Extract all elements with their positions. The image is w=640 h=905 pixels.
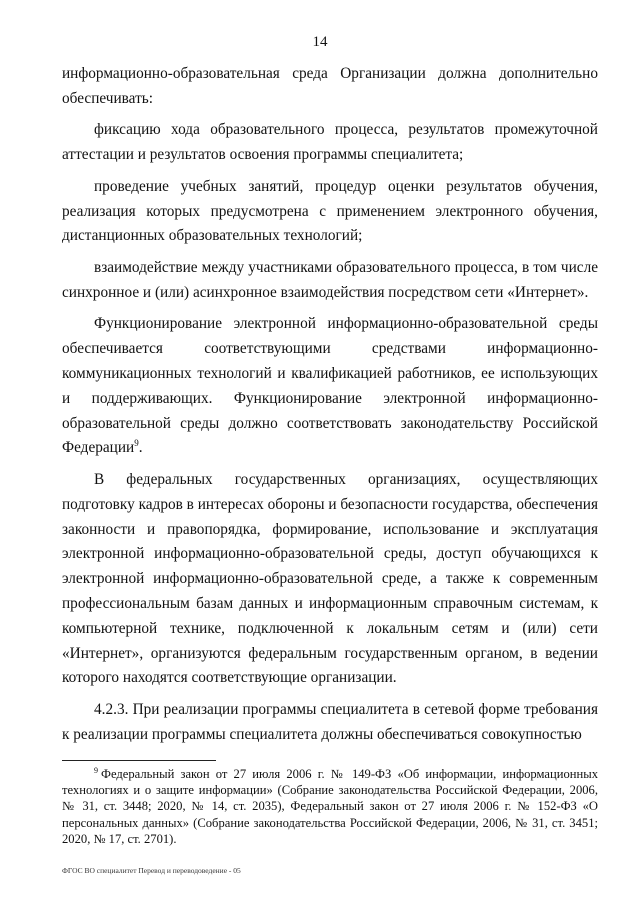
paragraph: В федеральных государственных организациях, осуществляющих подготовку кадров в интересах обороны и безопасности государства, обеспечения законности и правопорядка, формирование, использование и эксплуатация электронной информационно-образовательной среды, доступ обучающихся к электронной информационно-образовательной среде, а также к современным профессиональным базам данных и информационным справочным системам, к компьютерной технике, подключенной к локальным сетям и (или) сети «Интернет», организуются федеральным государственным органом, в ведении которого находятся соответствующие организации. <box>62 470 598 687</box>
footnote-text: Федеральный закон от 27 июля 2006 г. № 149-ФЗ «Об информации, информационных технологиях и о защите информации» (Собрание законодательства Российской Федерации, 2006, № 31, ст. 3448; 2020, № 14, ст. 2035), Федеральный закон от 27 июля 2006 г. № 152-ФЗ «О персональных данных» (Собрание законодательства Российской Федерации, 2006, № 31, ст. 3451; 2020, № 17, ст. 2701). <box>62 767 598 846</box>
paragraph: проведение учебных занятий, процедур оценки результатов обучения, реализация которых предусмотрена с применением электронного обучения, дистанционных образовательных технологий; <box>62 177 598 245</box>
paragraph: взаимодействие между участниками образовательного процесса, в том числе синхронное и (или) асинхронное взаимодействия посредством сети «Интернет». <box>62 258 598 301</box>
page-number: 14 <box>312 34 328 50</box>
paragraph-with-footnote: Функционирование электронной информационно-образовательной среды обеспечивается соответствующими средствами информационно-коммуникационных технологий и квалификацией работников, ее использующих и поддерживающих. Функционирование электронной информационно-образовательной среды должно соответствовать законодательству Российской Федерации$^9$. <box>62 315 598 457</box>
footnote-reference[interactable]: 9 <box>134 438 139 449</box>
paragraph: фиксацию хода образовательного процесса, результатов промежуточной аттестации и результатов освоения программы специалитета; <box>62 121 598 164</box>
body-text <box>62 62 598 748</box>
paragraph: 4.2.3. При реализации программы специалитета в сетевой форме требования к реализации программы специалитета должны обеспечиваться совокупностью <box>62 700 598 743</box>
footnote <box>62 766 598 847</box>
paragraph-text: Функционирование электронной информационно-образовательной среды обеспечивается соответствующими средствами информационно-коммуникационных технологий и квалификацией работников, ее использующих и поддерживающих. Функционирование электронной информационно-образовательной среды должно соответствовать законодательству Российской Федерации <box>62 315 598 457</box>
footnote-mark: 9 <box>94 765 98 775</box>
document-footer: ФГОС ВО специалитет Перевод и переводоведение - 05 <box>62 866 241 875</box>
footnote-divider <box>62 760 216 761</box>
paragraph: информационно-образовательная среда Организации должна дополнительно обеспечивать: <box>62 65 598 107</box>
